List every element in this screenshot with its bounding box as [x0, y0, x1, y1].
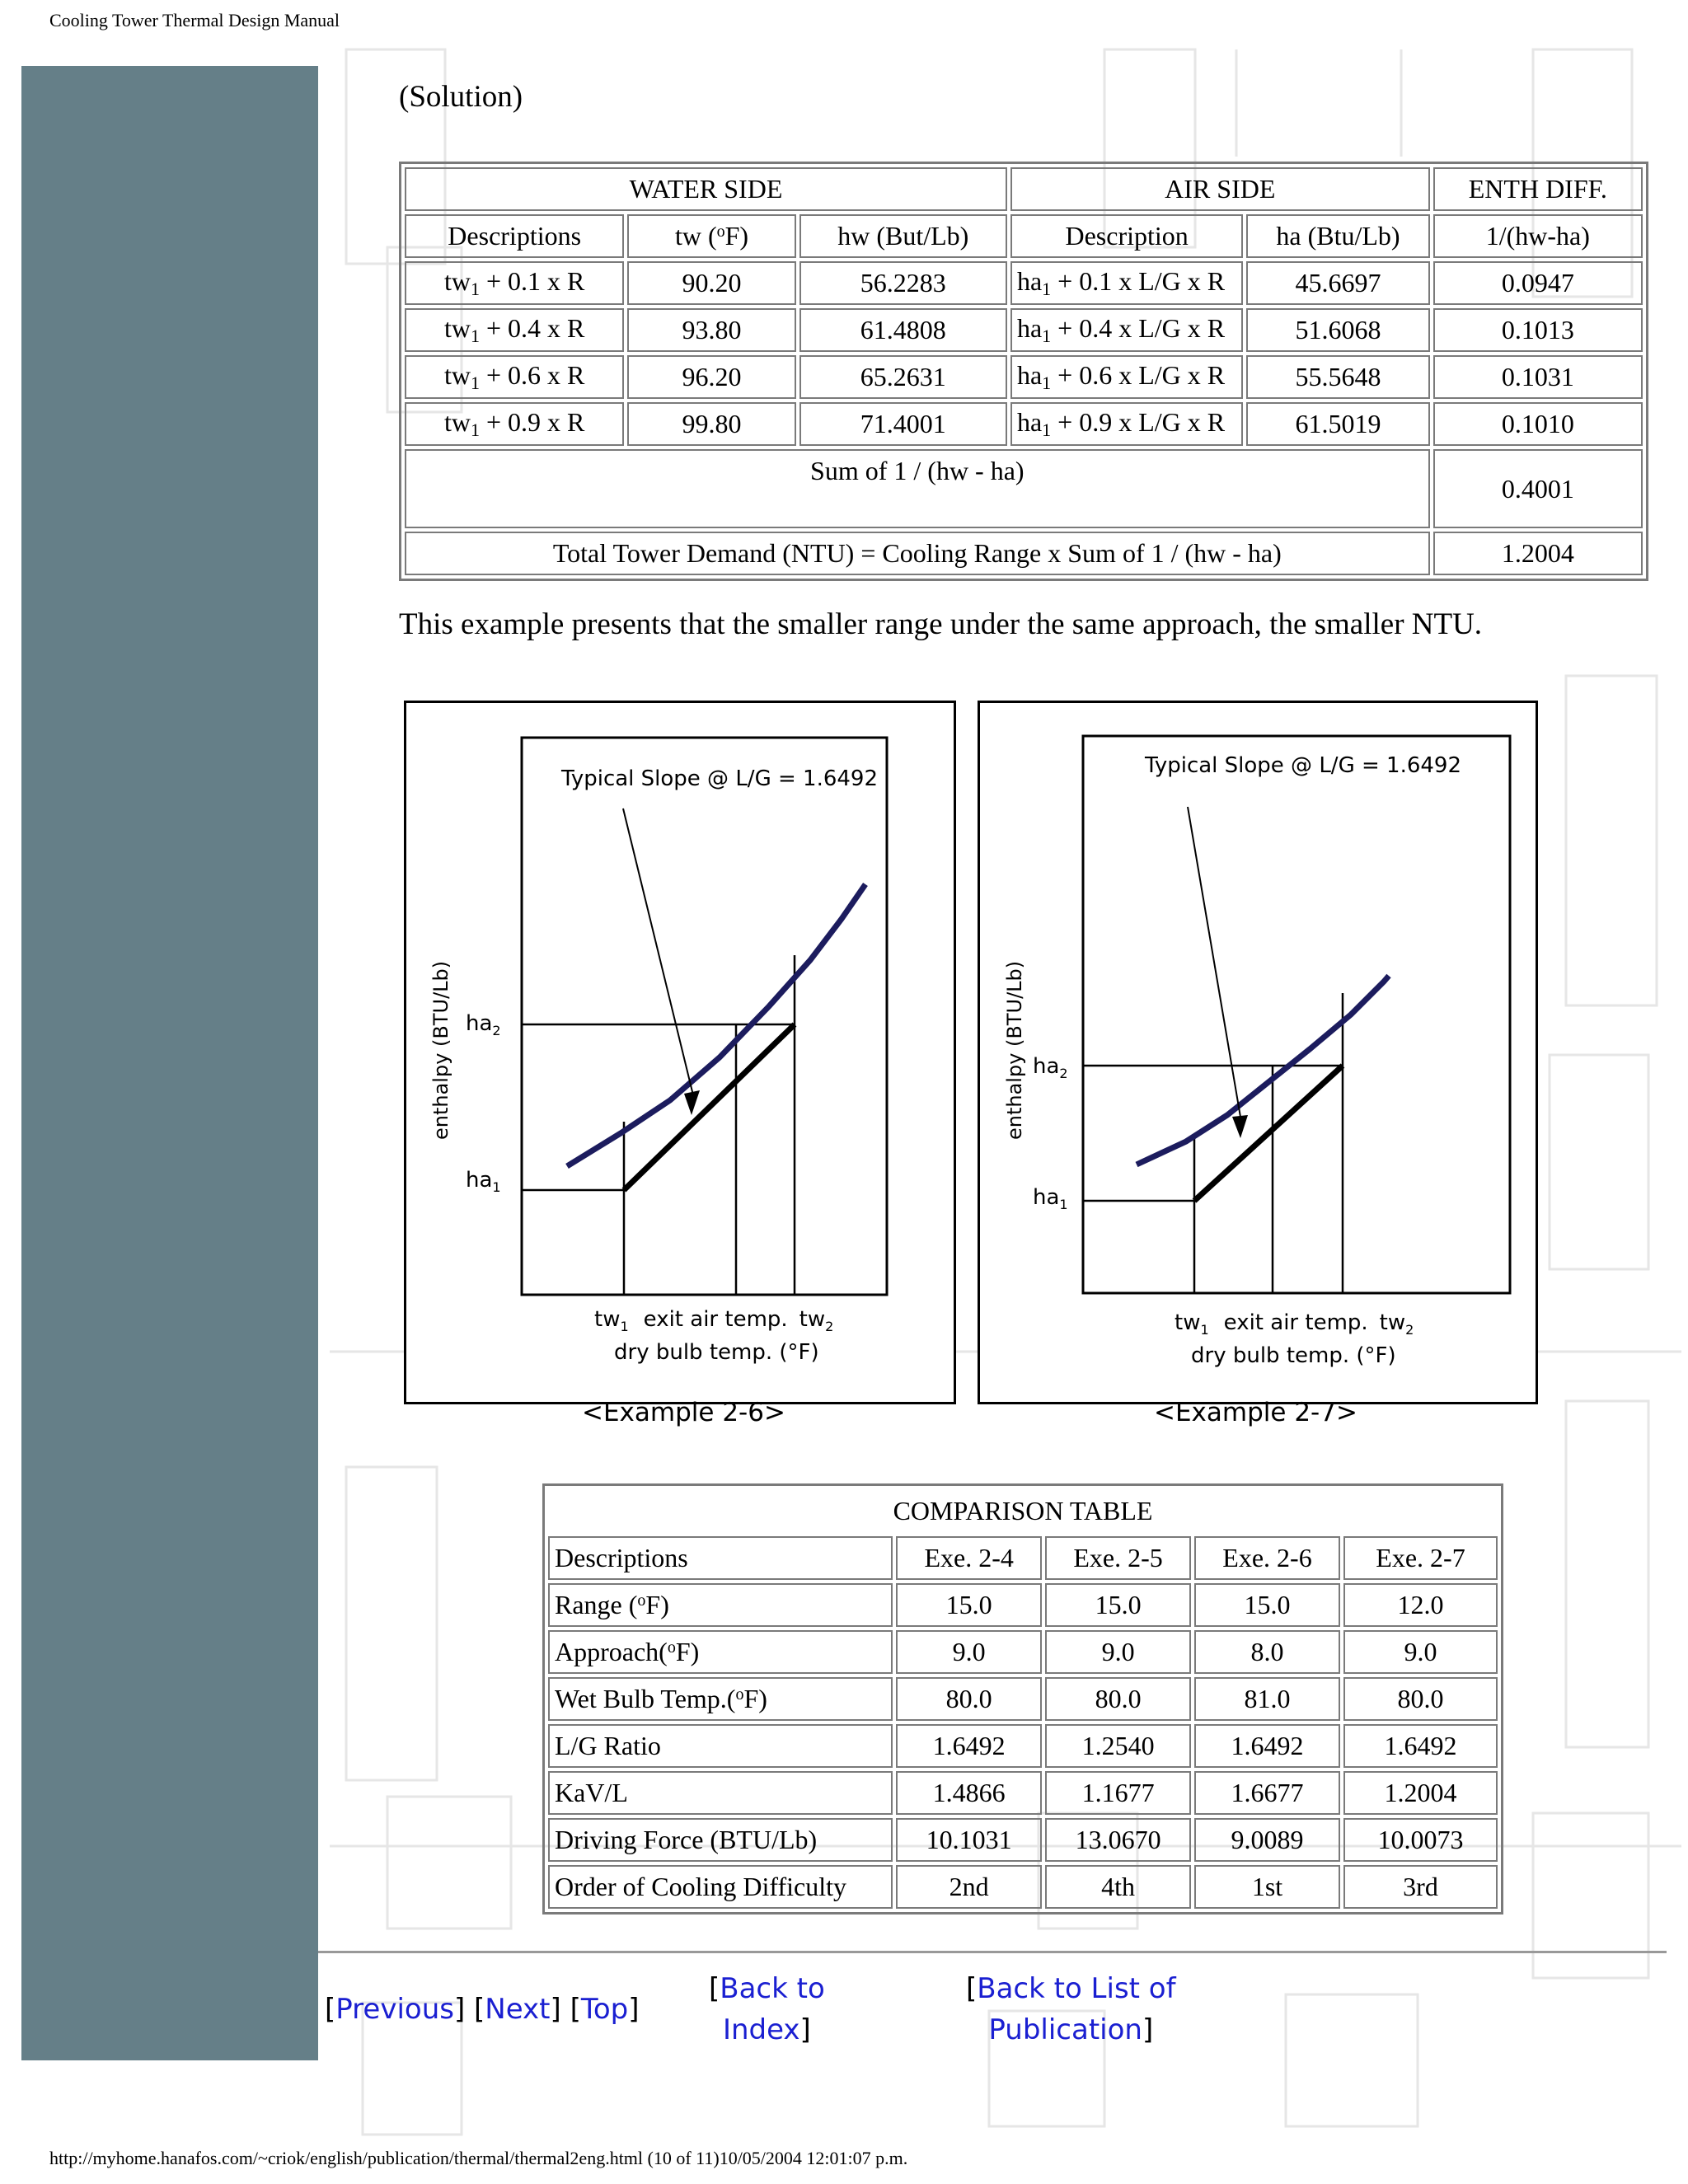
table-cell: 10.0073 — [1343, 1818, 1498, 1862]
slope-label: Typical Slope @ L/G = 1.6492 — [1145, 753, 1462, 778]
table-cell: 1.6492 — [1343, 1724, 1498, 1768]
back-to-publications-link[interactable]: Back to List of Publication — [977, 1972, 1176, 2046]
table-cell: 80.0 — [1045, 1677, 1191, 1721]
top-link[interactable]: Top — [580, 1993, 629, 2026]
row-description: Range ($^o$F) — [548, 1583, 893, 1627]
table-cell: 1.6492 — [896, 1724, 1042, 1768]
table-cell: 15.0 — [1194, 1583, 1340, 1627]
table-cell: 1.1677 — [1045, 1771, 1191, 1815]
exe-2-5-header: Exe. 2-5 — [1045, 1536, 1191, 1580]
row-description: Order of Cooling Difficulty — [548, 1865, 893, 1909]
table-row — [548, 1583, 1498, 1627]
figure-example-2-7 — [978, 701, 1538, 1404]
table-cell: 15.0 — [1045, 1583, 1191, 1627]
y-axis-label: enthalpy (BTU/Lb) — [1003, 960, 1026, 1140]
sum-label: Sum of 1 / (hw - ha) — [405, 449, 1430, 528]
inverse-diff-value: 0.1010 — [1433, 402, 1643, 446]
slope-pointer-line — [623, 808, 695, 1102]
table-cell: 1.2540 — [1045, 1724, 1191, 1768]
previous-link[interactable]: Previous — [335, 1993, 454, 2026]
tw-description: $tw_1 + 0.9$ x R — [405, 402, 624, 446]
table-row — [405, 402, 1643, 446]
figure-example-2-6 — [404, 701, 956, 1404]
exe-2-4-header: Exe. 2-4 — [896, 1536, 1042, 1580]
tw-value: 96.20 — [627, 355, 795, 399]
operating-line — [624, 1024, 795, 1190]
figure-caption-2-7: <Example 2-7> — [1154, 1398, 1357, 1427]
table-cell: 9.0 — [896, 1630, 1042, 1674]
table-row — [405, 308, 1643, 352]
table-row — [405, 261, 1643, 305]
ha-description: $ha_1 + 0.1$ x L/G x R — [1010, 261, 1243, 305]
table-row — [548, 1865, 1498, 1909]
table-cell: 1st — [1194, 1865, 1340, 1909]
ha2-label: $ha_2$ — [1033, 1054, 1068, 1081]
next-link[interactable]: Next — [485, 1993, 551, 2026]
ha-value: 45.6697 — [1246, 261, 1429, 305]
nav-links: [Previous] [Next] [Top] — [325, 1993, 640, 2026]
row-description: Wet Bulb Temp.($^o$F) — [548, 1677, 893, 1721]
table-cell: 8.0 — [1194, 1630, 1340, 1674]
slope-pointer-line — [1188, 807, 1242, 1127]
tw-description: $tw_1 + 0.1$ x R — [405, 261, 624, 305]
slope-label: Typical Slope @ L/G = 1.6492 — [561, 766, 879, 791]
ha-header: ha (Btu/Lb) — [1246, 214, 1429, 258]
hw-header: hw (But/Lb) — [799, 214, 1007, 258]
ha-description: $ha_1 + 0.9$ x L/G x R — [1010, 402, 1243, 446]
air-side-header: AIR SIDE — [1010, 167, 1430, 211]
ha-value: 51.6068 — [1246, 308, 1429, 352]
table-cell: 2nd — [896, 1865, 1042, 1909]
hw-value: 61.4808 — [799, 308, 1007, 352]
table-cell: 9.0 — [1343, 1630, 1498, 1674]
table-cell: 10.1031 — [896, 1818, 1042, 1862]
hw-value: 71.4001 — [799, 402, 1007, 446]
enth-diff-header: ENTH DIFF. — [1433, 167, 1643, 211]
hw-value: 65.2631 — [799, 355, 1007, 399]
inverse-diff-value: 0.1031 — [1433, 355, 1643, 399]
operating-line — [1194, 1066, 1343, 1201]
comparison-table — [542, 1483, 1503, 1915]
x-axis-label-line2: dry bulb temp. (°F) — [614, 1340, 819, 1365]
table-row — [548, 1771, 1498, 1815]
x-axis-label-line1: $tw_1$ exit air temp. $tw_2$ — [594, 1307, 834, 1334]
document-header: Cooling Tower Thermal Design Manual — [49, 10, 340, 30]
solution-title: (Solution) — [399, 80, 523, 114]
page-url-footer: http://myhome.hanafos.com/~criok/english/publication/thermal/thermal2eng.html (10 of 11)10/05/2004 12:01:07 p.m. — [49, 2148, 908, 2168]
table-cell: 80.0 — [896, 1677, 1042, 1721]
tw-header: tw ($^o$F) — [627, 214, 795, 258]
plot-frame — [522, 738, 887, 1295]
sum-value: 0.4001 — [1433, 449, 1643, 528]
row-description: L/G Ratio — [548, 1724, 893, 1768]
figure-caption-2-6: <Example 2-6> — [582, 1398, 785, 1427]
table-cell: 1.6492 — [1194, 1724, 1340, 1768]
tw-description: $tw_1 + 0.4$ x R — [405, 308, 624, 352]
descriptions-header: Descriptions — [405, 214, 624, 258]
x-axis-label-line1: $tw_1$ exit air temp. $tw_2$ — [1175, 1310, 1414, 1338]
ha1-label: $ha_1$ — [1033, 1185, 1068, 1212]
exe-2-6-header: Exe. 2-6 — [1194, 1536, 1340, 1580]
inverse-diff-header: 1/(hw-ha) — [1433, 214, 1643, 258]
description-header: Description — [1010, 214, 1243, 258]
row-description: Approach($^o$F) — [548, 1630, 893, 1674]
solution-table — [399, 162, 1648, 581]
arrow-head-icon — [684, 1090, 700, 1115]
table-row — [548, 1630, 1498, 1674]
tw-value: 99.80 — [627, 402, 795, 446]
table-cell: 9.0089 — [1194, 1818, 1340, 1862]
back-to-index-link[interactable]: Back to Index — [720, 1972, 825, 2046]
descriptions-header: Descriptions — [548, 1536, 893, 1580]
table-cell: 3rd — [1343, 1865, 1498, 1909]
table-cell: 13.0670 — [1045, 1818, 1191, 1862]
comparison-table-title: COMPARISON TABLE — [893, 1496, 1153, 1526]
ha2-label: $ha_2$ — [466, 1011, 501, 1038]
tw-value: 93.80 — [627, 308, 795, 352]
table-cell: 9.0 — [1045, 1630, 1191, 1674]
table-cell: 12.0 — [1343, 1583, 1498, 1627]
table-row — [548, 1818, 1498, 1862]
arrow-head-icon — [1232, 1115, 1248, 1138]
sidebar — [21, 66, 318, 2060]
tw-value: 90.20 — [627, 261, 795, 305]
table-row — [405, 355, 1643, 399]
table-cell: 1.6677 — [1194, 1771, 1340, 1815]
table-cell: 1.2004 — [1343, 1771, 1498, 1815]
back-to-publications-block: [Back to List of Publication] — [966, 1972, 1176, 2046]
plot-frame — [1083, 736, 1510, 1293]
table-cell: 81.0 — [1194, 1677, 1340, 1721]
x-axis-label-line2: dry bulb temp. (°F) — [1191, 1343, 1396, 1368]
y-axis-label: enthalpy (BTU/Lb) — [429, 960, 452, 1140]
example-note: This example presents that the smaller range under the same approach, the smaller NTU. — [399, 607, 1483, 641]
water-side-header: WATER SIDE — [405, 167, 1007, 211]
horizontal-divider — [318, 1951, 1667, 1953]
total-demand-label: Total Tower Demand (NTU) = Cooling Range x Sum of 1 / (hw - ha) — [405, 532, 1430, 575]
ha-value: 61.5019 — [1246, 402, 1429, 446]
back-to-index-block: [Back to Index] — [709, 1972, 825, 2046]
table-row — [548, 1724, 1498, 1768]
table-cell: 4th — [1045, 1865, 1191, 1909]
tw-description: $tw_1 + 0.6$ x R — [405, 355, 624, 399]
table-row — [548, 1677, 1498, 1721]
row-description: KaV/L — [548, 1771, 893, 1815]
hw-value: 56.2283 — [799, 261, 1007, 305]
ha-description: $ha_1 + 0.4$ x L/G x R — [1010, 308, 1243, 352]
inverse-diff-value: 0.0947 — [1433, 261, 1643, 305]
row-description: Driving Force (BTU/Lb) — [548, 1818, 893, 1862]
exe-2-7-header: Exe. 2-7 — [1343, 1536, 1498, 1580]
ha-description: $ha_1 + 0.6$ x L/G x R — [1010, 355, 1243, 399]
total-demand-value: 1.2004 — [1433, 532, 1643, 575]
inverse-diff-value: 0.1013 — [1433, 308, 1643, 352]
ha-value: 55.5648 — [1246, 355, 1429, 399]
table-cell: 15.0 — [896, 1583, 1042, 1627]
table-cell: 80.0 — [1343, 1677, 1498, 1721]
table-cell: 1.4866 — [896, 1771, 1042, 1815]
ha1-label: $ha_1$ — [466, 1168, 501, 1195]
